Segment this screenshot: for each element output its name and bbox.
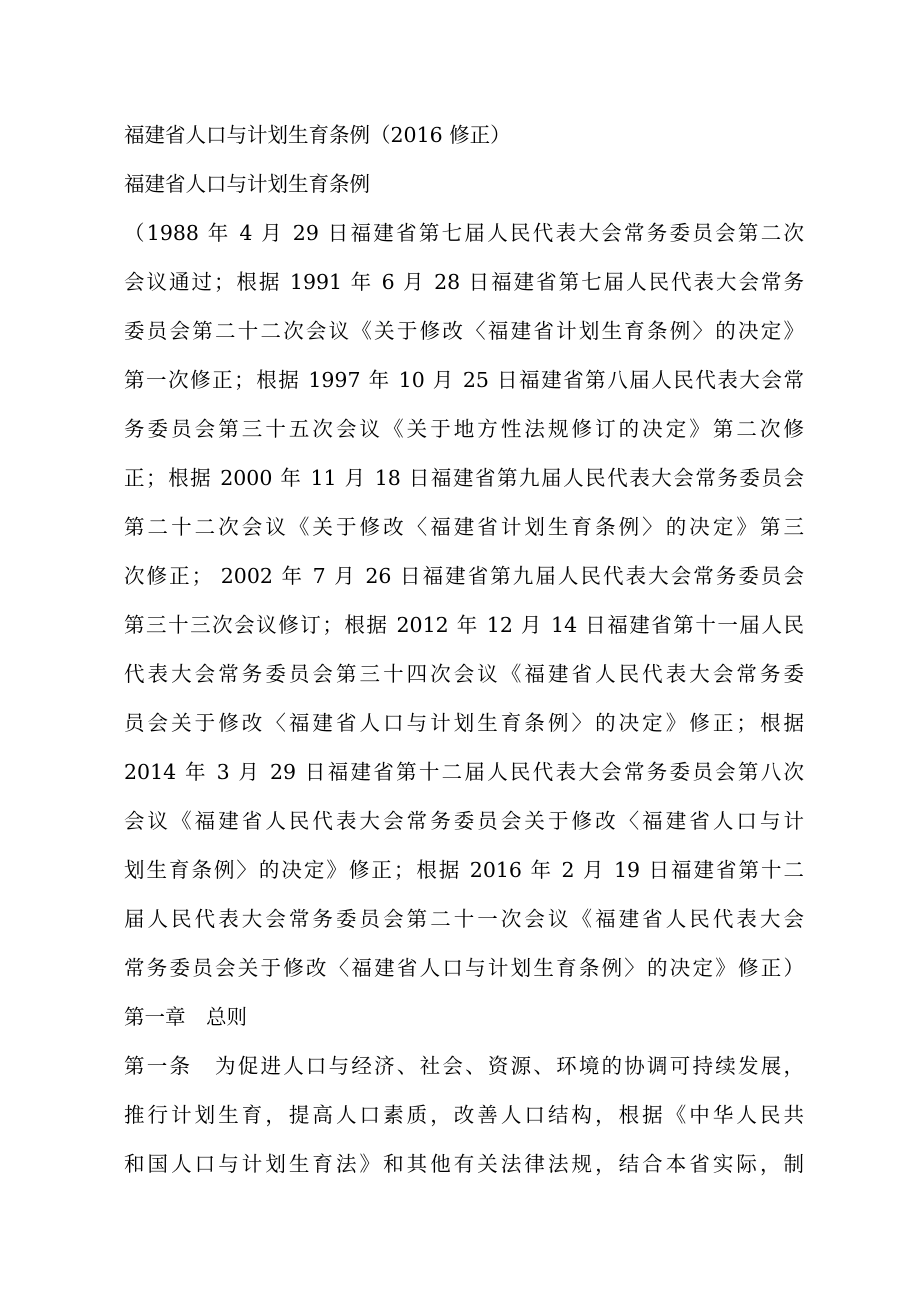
amendment-history-line: 划生育条例〉的决定》修正；根据 2016 年 2 月 19 日福建省第十二: [124, 858, 804, 882]
amendment-history-line: 委员会第二十二次会议《关于修改〈福建省计划生育条例〉的决定》: [124, 319, 804, 343]
amendment-history-line: 次修正； 2002 年 7 月 26 日福建省第九届人民代表大会常务委员会: [124, 564, 804, 588]
amendment-history-line: 正；根据 2000 年 11 月 18 日福建省第九届人民代表大会常务委员会: [124, 466, 804, 490]
article-text-line: 第一条 为促进人口与经济、社会、资源、环境的协调可持续发展，: [124, 1054, 804, 1078]
amendment-history-line: （1988 年 4 月 29 日福建省第七届人民代表大会常务委员会第二次: [124, 221, 804, 245]
amendment-history-line: 会议《福建省人民代表大会常务委员会关于修改〈福建省人口与计: [124, 809, 804, 833]
amendment-history-line: 代表大会常务委员会第三十四次会议《福建省人民代表大会常务委: [124, 662, 804, 686]
amendment-history-line: 2014 年 3 月 29 日福建省第十二届人民代表大会常务委员会第八次: [124, 760, 804, 784]
chapter-heading: 第一章 总则: [124, 1005, 247, 1029]
amendment-history-line: 届人民代表大会常务委员会第二十一次会议《福建省人民代表大会: [124, 907, 804, 931]
article-text-line: 和国人口与计划生育法》和其他有关法律法规，结合本省实际，制: [124, 1152, 804, 1176]
amendment-history-line: 会议通过；根据 1991 年 6 月 28 日福建省第七届人民代表大会常务: [124, 270, 804, 294]
amendment-history-line: 第二十二次会议《关于修改〈福建省计划生育条例〉的决定》第三: [124, 515, 804, 539]
document-title: 福建省人口与计划生育条例（2016 修正）: [124, 123, 511, 147]
amendment-history-line: 第三十三次会议修订；根据 2012 年 12 月 14 日福建省第十一届人民: [124, 613, 804, 637]
regulation-name: 福建省人口与计划生育条例: [124, 172, 370, 196]
amendment-history-line: 常务委员会关于修改〈福建省人口与计划生育条例〉的决定》修正）: [124, 956, 804, 980]
article-text-line: 推行计划生育，提高人口素质，改善人口结构，根据《中华人民共: [124, 1103, 804, 1127]
amendment-history-line: 员会关于修改〈福建省人口与计划生育条例〉的决定》修正；根据: [124, 711, 804, 735]
amendment-history-line: 第一次修正；根据 1997 年 10 月 25 日福建省第八届人民代表大会常: [124, 368, 804, 392]
amendment-history-line: 务委员会第三十五次会议《关于地方性法规修订的决定》第二次修: [124, 417, 804, 441]
